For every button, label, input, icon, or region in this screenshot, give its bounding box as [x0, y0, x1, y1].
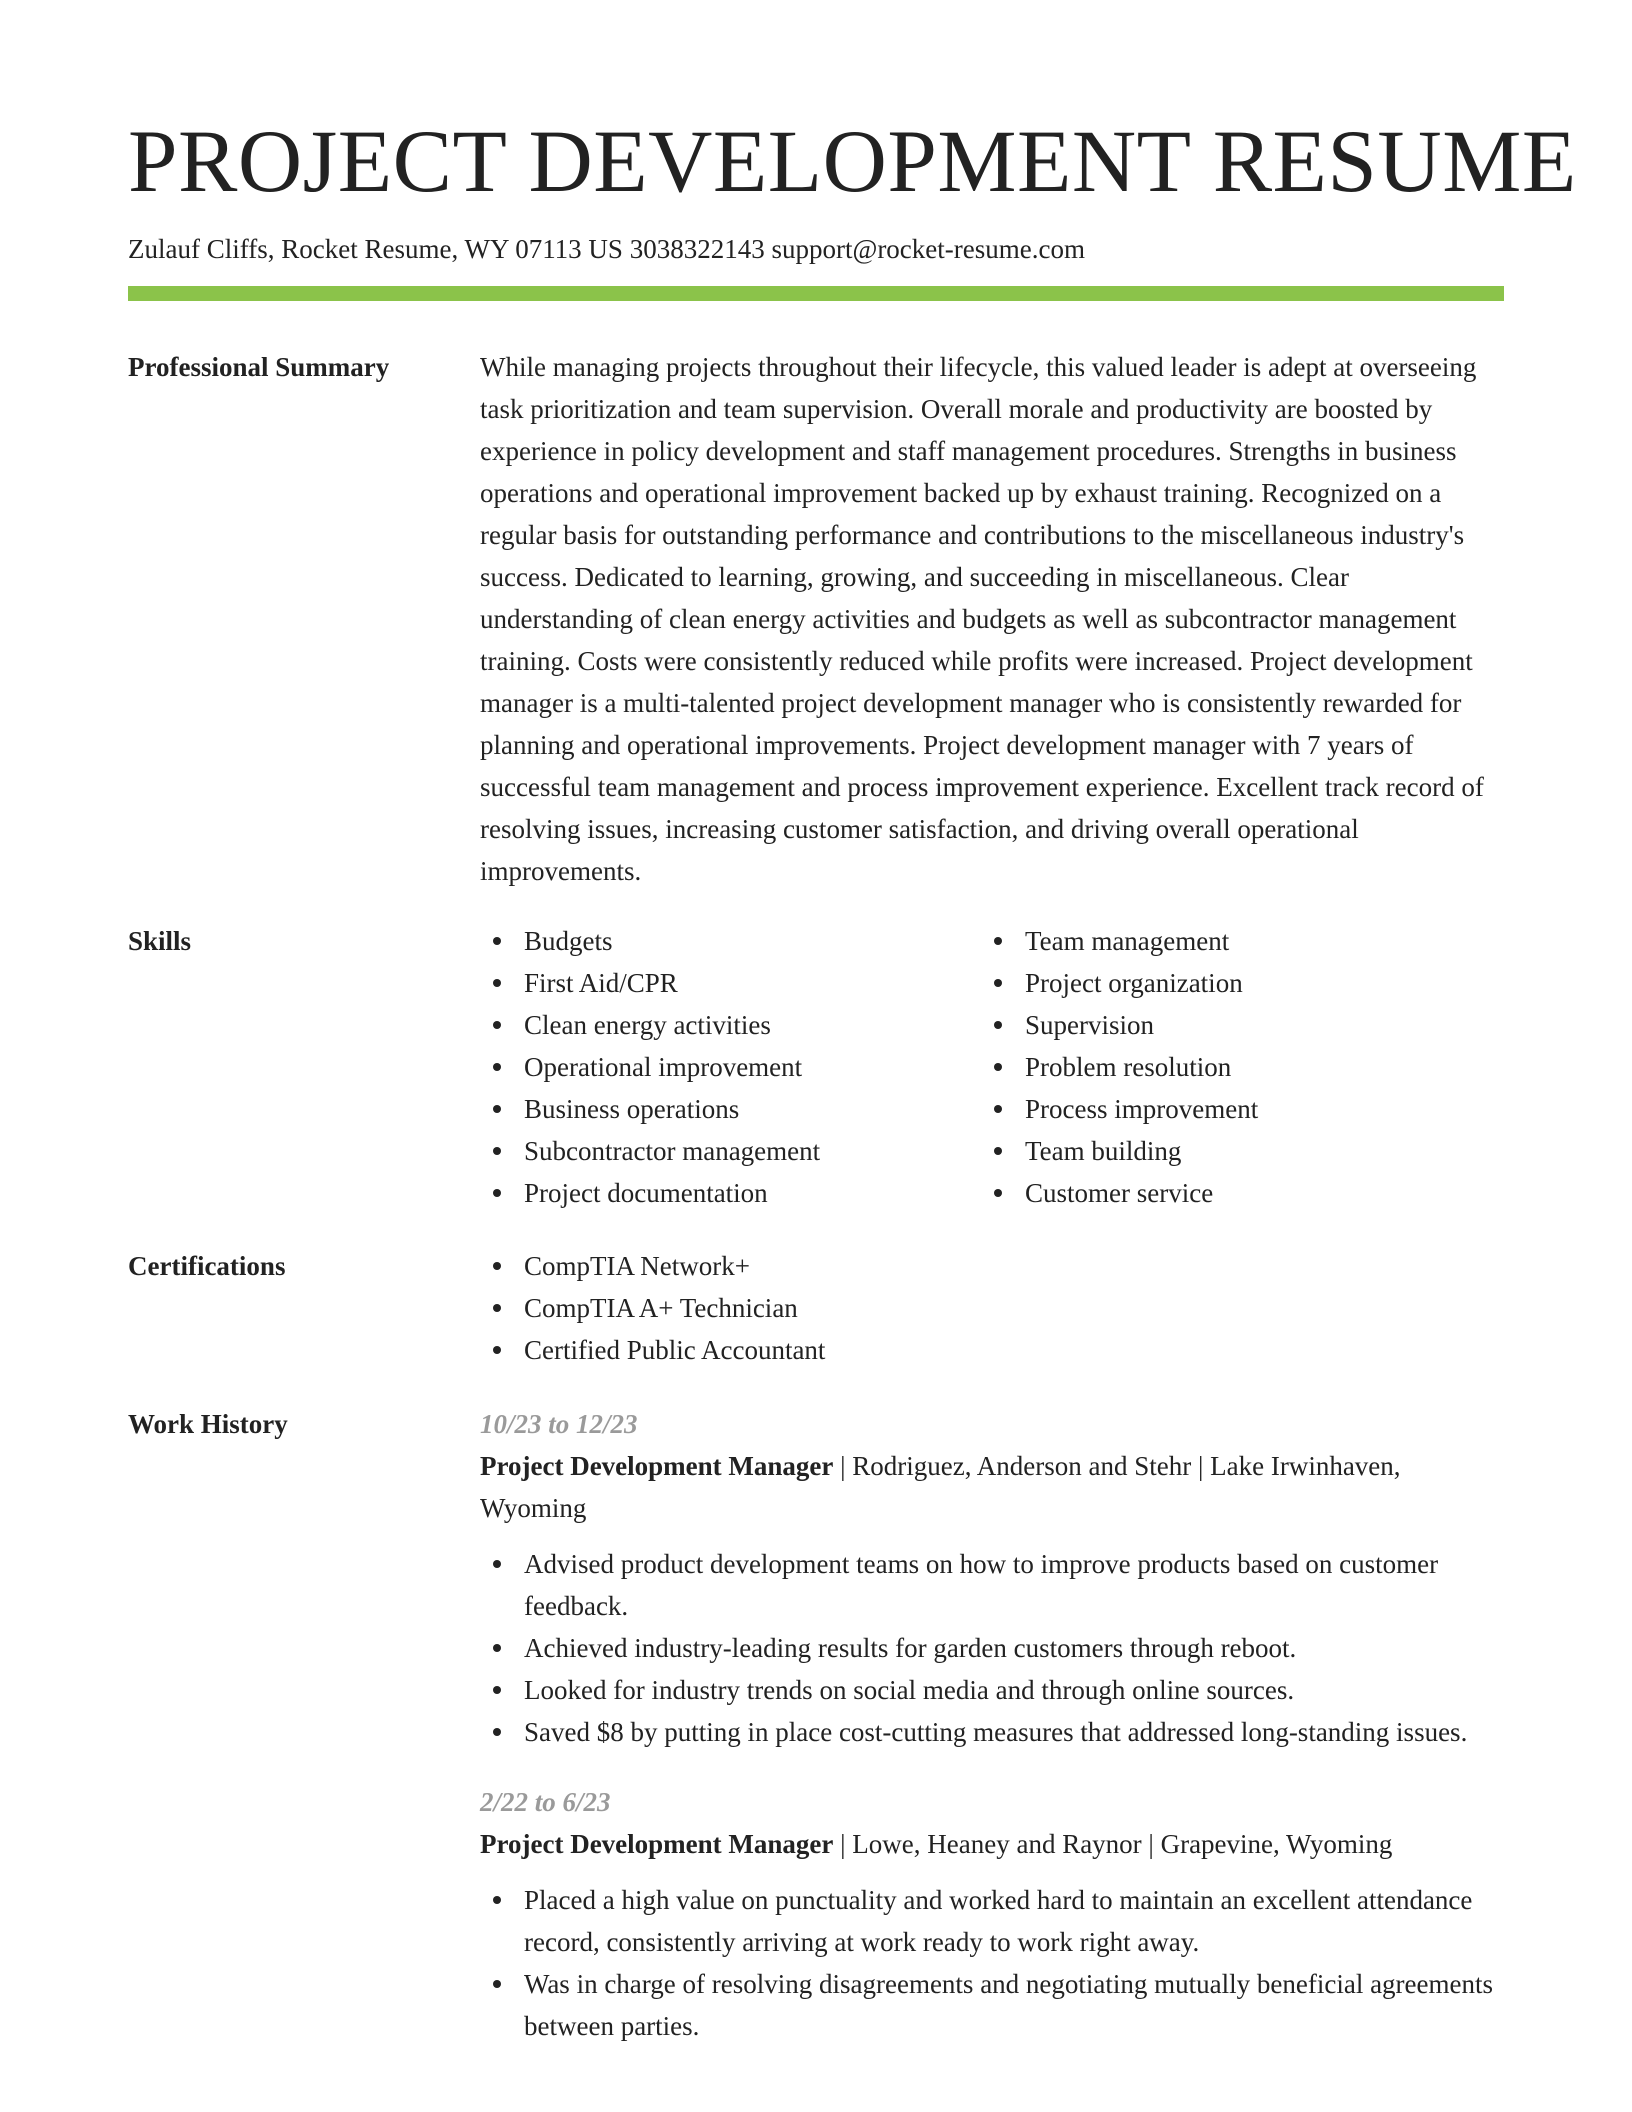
summary-section: [128, 346, 1504, 886]
skills-section: [128, 920, 1504, 1220]
list-item: Supervision: [981, 1004, 1501, 1046]
section-label-summary: Professional Summary: [128, 352, 390, 382]
work-history-section: [128, 1403, 1504, 2103]
skills-list-right: [981, 920, 1501, 1214]
list-item: Budgets: [480, 920, 980, 962]
list-item: Was in charge of resolving disagreements and negotiating mutually beneficial agreements between parties.: [480, 1963, 1504, 2047]
list-item: Placed a high value on punctuality and worked hard to maintain an excellent attendance record, consistently arriving at work ready to work right away.: [480, 1879, 1504, 1963]
list-item: Customer service: [981, 1172, 1501, 1214]
certifications-list: [480, 1245, 1504, 1371]
list-item: CompTIA Network+: [480, 1245, 1504, 1287]
list-item: Subcontractor management: [480, 1130, 980, 1172]
job-details: | Rodriguez, Anderson and Stehr | Lake Irwinhaven, Wyoming: [480, 1451, 1401, 1523]
job-dates: 10/23 to 12/23: [480, 1409, 638, 1439]
job-heading: [480, 1823, 1504, 1865]
certifications-body: [480, 1245, 1504, 1371]
job-dates: 2/22 to 6/23: [480, 1787, 611, 1817]
contact-line: Zulauf Cliffs, Rocket Resume, WY 07113 US 3038322143 support@rocket-resume.com: [128, 234, 1085, 264]
page-title: PROJECT DEVELOPMENT RESUME: [128, 113, 1577, 211]
list-item: Certified Public Accountant: [480, 1329, 1504, 1371]
job-title: Project Development Manager: [480, 1829, 834, 1859]
section-label-skills: Skills: [128, 926, 192, 956]
list-item: Team building: [981, 1130, 1501, 1172]
list-item: Operational improvement: [480, 1046, 980, 1088]
section-label-certifications: Certifications: [128, 1251, 286, 1281]
job-heading: [480, 1445, 1504, 1529]
list-item: Problem resolution: [981, 1046, 1501, 1088]
list-item: Saved $8 by putting in place cost-cutting measures that addressed long-standing issues.: [480, 1711, 1504, 1753]
job-bullets: [480, 1543, 1504, 1753]
list-item: Team management: [981, 920, 1501, 962]
summary-body: [480, 346, 1504, 892]
list-item: CompTIA A+ Technician: [480, 1287, 1504, 1329]
job-title: Project Development Manager: [480, 1451, 834, 1481]
job-entry: [480, 1781, 1504, 2047]
list-item: Project documentation: [480, 1172, 980, 1214]
summary-text: While managing projects throughout their lifecycle, this valued leader is adept at overseeing task prioritization and team supervision. Overall morale and productivity are boosted by experience in policy development and staff management procedures. Strengths in business operations and operational improvement backed up by exhaust training. Recognized on a regular basis for outstanding performance and contributions to the miscellaneous industry's success. Dedicated to learning, growing, and succeeding in miscellaneous. Clear understanding of clean energy activities and budgets as well as subcontractor management training. Costs were consistently reduced while profits were increased. Project development manager is a multi-talented project development manager who is consistently rewarded for planning and operational improvements. Project development manager with 7 years of successful team management and process improvement experience. Excellent track record of resolving issues, increasing customer satisfaction, and driving overall operational improvements.: [480, 352, 1484, 886]
list-item: First Aid/CPR: [480, 962, 980, 1004]
list-item: Looked for industry trends on social media and through online sources.: [480, 1669, 1504, 1711]
header-divider: [128, 286, 1504, 301]
list-item: Clean energy activities: [480, 1004, 980, 1046]
job-entry: [480, 1403, 1504, 1753]
certifications-section: [128, 1245, 1504, 1375]
list-item: Business operations: [480, 1088, 980, 1130]
job-bullets: [480, 1879, 1504, 2047]
list-item: Advised product development teams on how to improve products based on customer feedback.: [480, 1543, 1504, 1627]
section-label-work-history: Work History: [128, 1409, 288, 1439]
job-details: | Lowe, Heaney and Raynor | Grapevine, Wyoming: [833, 1829, 1393, 1859]
list-item: Project organization: [981, 962, 1501, 1004]
work-history-body: [480, 1403, 1504, 2047]
list-item: Achieved industry-leading results for garden customers through reboot.: [480, 1627, 1504, 1669]
list-item: Process improvement: [981, 1088, 1501, 1130]
skills-list-left: [480, 920, 980, 1214]
